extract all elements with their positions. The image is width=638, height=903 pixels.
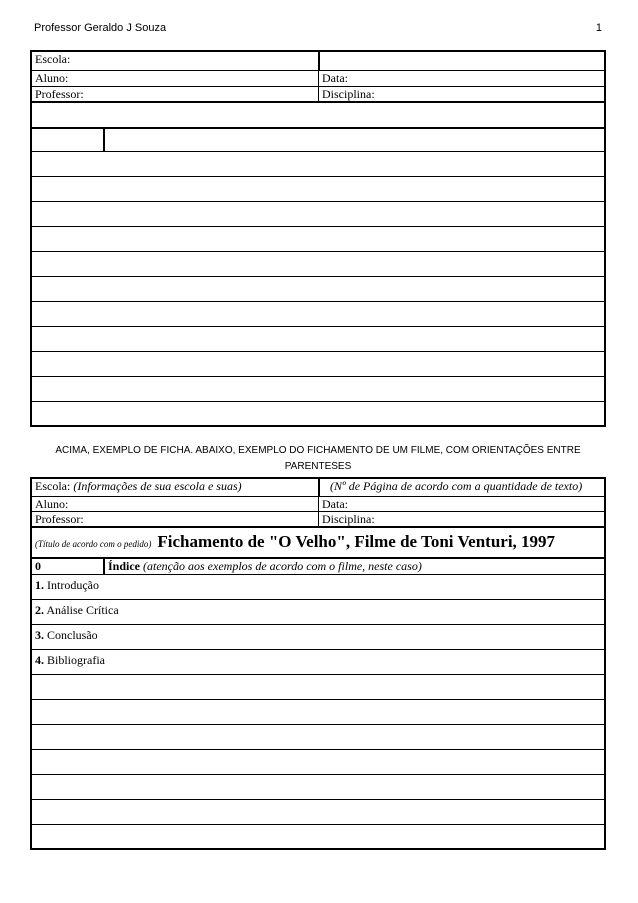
index-row <box>32 129 604 152</box>
section-label: Introdução <box>47 578 99 592</box>
instructions-caption: ACIMA, EXEMPLO DE FICHA. ABAIXO, EXEMPLO DO FICHAMENTO DE UM FILME, COM ORIENTAÇÕES ENTRE PARENTESES <box>55 445 581 472</box>
index-number: 0 <box>32 559 105 574</box>
date-label: Data: <box>322 71 348 85</box>
line-row[interactable] <box>32 700 604 725</box>
school-row <box>32 479 604 497</box>
index-title-cell[interactable] <box>105 129 604 151</box>
line-row[interactable] <box>32 800 604 825</box>
line-row[interactable] <box>32 302 604 327</box>
section-item <box>32 625 101 642</box>
school-row <box>32 52 604 71</box>
title-row[interactable] <box>32 103 604 129</box>
line-row[interactable] <box>32 377 604 402</box>
section-number: 2. <box>35 603 44 617</box>
section-row <box>32 600 604 625</box>
section-label: Bibliografia <box>47 653 105 667</box>
school-label: Escola: <box>32 52 320 70</box>
document-title: Fichamento de "O Velho", Filme de Toni Venturi, 1997 <box>157 531 556 551</box>
line-row[interactable] <box>32 352 604 377</box>
student-label: Aluno: <box>32 71 319 86</box>
teacher-row <box>32 512 604 528</box>
section-label: Análise Crítica <box>46 603 119 617</box>
line-row[interactable] <box>32 252 604 277</box>
school-extra-field[interactable] <box>320 52 604 70</box>
title-hint: (Título de acordo com o pedido) <box>35 538 152 549</box>
student-label: Aluno: <box>32 497 319 511</box>
title-row <box>32 528 604 559</box>
section-item <box>32 575 102 592</box>
teacher-row <box>32 87 604 103</box>
blank-form <box>30 50 606 427</box>
line-row[interactable] <box>32 227 604 252</box>
page-number: 1 <box>595 22 602 34</box>
section-number: 3. <box>35 628 44 642</box>
line-row[interactable] <box>32 177 604 202</box>
example-form <box>30 477 606 850</box>
section-row <box>32 650 604 675</box>
line-row[interactable] <box>32 775 604 800</box>
page-hint: (Nº de Página de acordo com a quantidade de texto) <box>330 479 583 493</box>
section-number: 4. <box>35 653 44 667</box>
index-number-cell[interactable] <box>32 129 105 151</box>
index-label: Índice <box>108 559 141 573</box>
subject-label: Disciplina: <box>322 512 375 526</box>
page-header-author: Professor Geraldo J Souza <box>34 22 167 34</box>
school-label: Escola: <box>35 479 71 493</box>
line-row[interactable] <box>32 750 604 775</box>
teacher-label: Professor: <box>32 87 319 101</box>
section-number: 1. <box>35 578 44 592</box>
line-row[interactable] <box>32 725 604 750</box>
line-row[interactable] <box>32 327 604 352</box>
school-hint: (Informações de sua escola e suas) <box>73 479 242 493</box>
line-row[interactable] <box>32 277 604 302</box>
section-label: Conclusão <box>47 628 98 642</box>
section-item <box>32 600 122 617</box>
title-cell <box>32 532 558 554</box>
school-cell <box>32 479 320 496</box>
index-hint: (atenção aos exemplos de acordo com o filme, neste caso) <box>143 559 422 573</box>
teacher-label: Professor: <box>32 512 319 526</box>
section-row <box>32 625 604 650</box>
index-title-cell <box>105 559 604 574</box>
line-row[interactable] <box>32 675 604 700</box>
line-row[interactable] <box>32 202 604 227</box>
student-row <box>32 497 604 512</box>
section-row <box>32 575 604 600</box>
index-row <box>32 559 604 575</box>
date-label: Data: <box>322 497 348 511</box>
student-row <box>32 71 604 87</box>
subject-label: Disciplina: <box>322 87 375 101</box>
line-row[interactable] <box>32 152 604 177</box>
section-item <box>32 650 108 667</box>
